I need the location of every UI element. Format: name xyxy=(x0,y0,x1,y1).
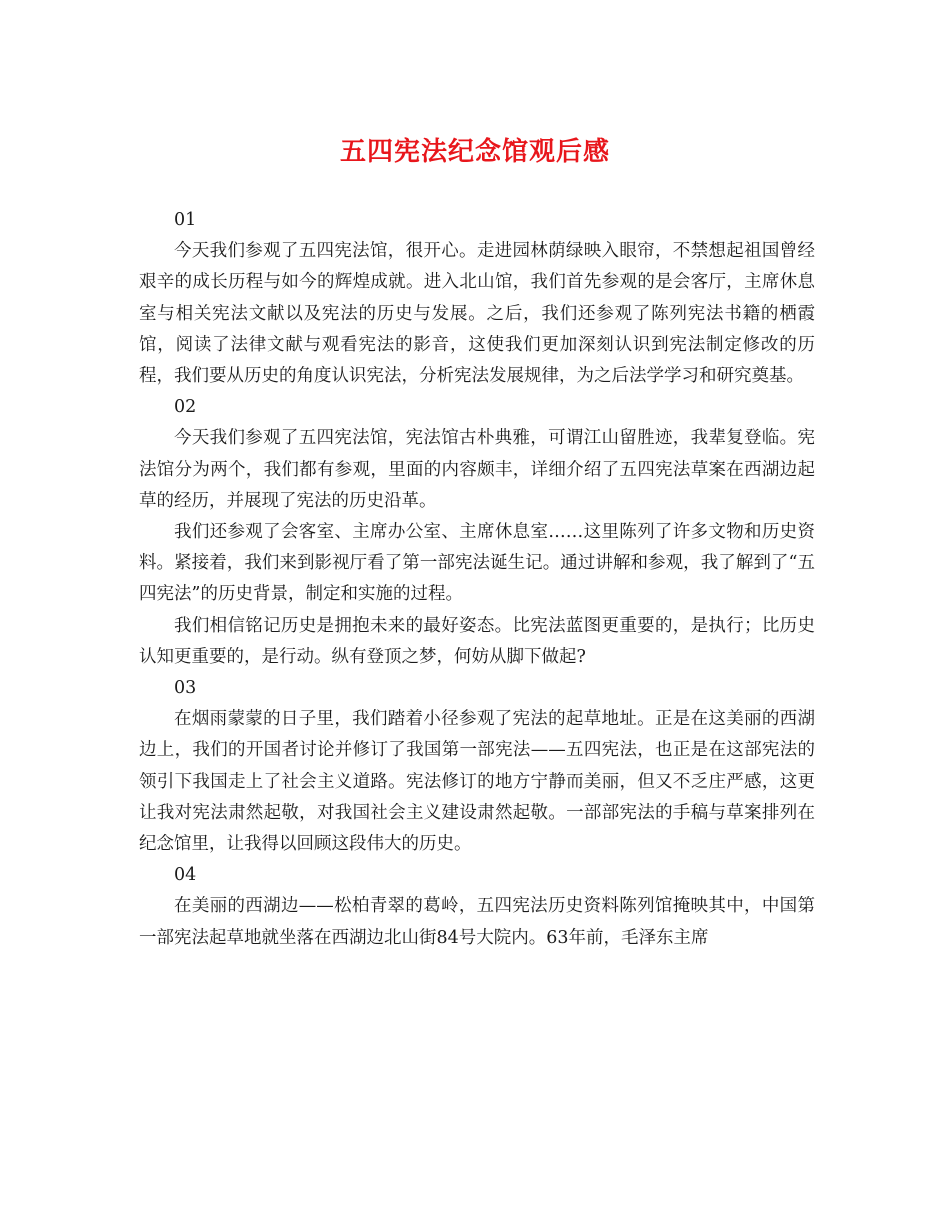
paragraph: 在美丽的西湖边——松柏青翠的葛岭，五四宪法历史资料陈列馆掩映其中，中国第一部宪法起草地就坐落在西湖边北山街84号大院内。63年前，毛泽东主席 xyxy=(139,896,815,948)
section-number: 02 xyxy=(174,397,197,418)
section-number: 01 xyxy=(174,210,197,230)
document-body xyxy=(139,205,815,954)
document-title: 五四宪法纪念馆观后感 xyxy=(339,137,610,167)
paragraph: 今天我们参观了五四宪法馆，很开心。走进园林荫绿映入眼帘，不禁想起祖国曾经艰辛的成长历程与如今的辉煌成就。进入北山馆，我们首先参观的是会客厅，主席休息室与相关宪法文献以及宪法的历史与发展。之后，我们还参观了陈列宪法书籍的栖霞馆，阅读了法律文献与观看宪法的影音，这使我们更加深刻认识到宪法制定修改的历程，我们要从历史的角度认识宪法，分析宪法发展规律，为之后法学学习和研究奠基。 xyxy=(139,241,815,387)
section-number: 03 xyxy=(174,678,197,699)
section-number: 04 xyxy=(174,865,197,886)
paragraph: 在烟雨蒙蒙的日子里，我们踏着小径参观了宪法的起草地址。正是在这美丽的西湖边上，我们的开国者讨论并修订了我国第一部宪法——五四宪法，也正是在这部宪法的领引下我国走上了社会主义道路。宪法修订的地方宁静而美丽，但又不乏庄严感，这更让我对宪法肃然起敬，对我国社会主义建设肃然起敬。一部部宪法的手稿与草案排列在纪念馆里，让我得以回顾这段伟大的历史。 xyxy=(139,709,815,855)
paragraph: 我们相信铭记历史是拥抱未来的最好姿态。比宪法蓝图更重要的，是执行；比历史认知更重要的，是行动。纵有登顶之梦，何妨从脚下做起? xyxy=(139,615,815,667)
paragraph: 我们还参观了会客室、主席办公室、主席休息室……这里陈列了许多文物和历史资料。紧接着，我们来到影视厅看了第一部宪法诞生记。通过讲解和参观，我了解到了“五四宪法”的历史背景，制定和实施的过程。 xyxy=(139,522,815,605)
paragraph: 今天我们参观了五四宪法馆，宪法馆古朴典雅，可谓江山留胜迹，我辈复登临。宪法馆分为两个，我们都有参观，里面的内容颇丰，详细介绍了五四宪法草案在西湖边起草的经历，并展现了宪法的历史沿革。 xyxy=(139,428,815,511)
